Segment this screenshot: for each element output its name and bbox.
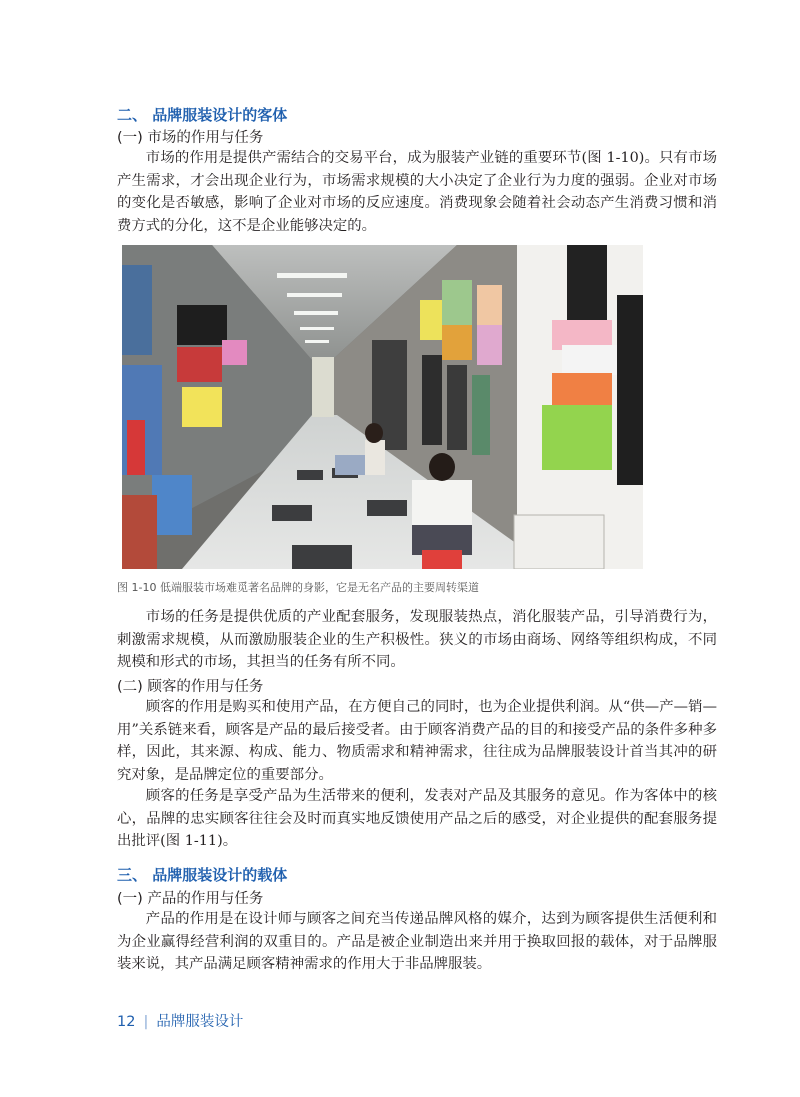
paragraph-text: 市场的任务是提供优质的产业配套服务，发现服装热点，消化服装产品，引导消费行为，刺激需求规模，从而激励服装企业的生产积极性。狭义的市场由商场、网络等组织构成，不同规模和形式的市场，其担当的任务有所不同。 [117, 609, 717, 670]
paragraph-market-task [117, 606, 717, 674]
subsection-market-heading: (一) 市场的作用与任务 [117, 130, 264, 146]
paragraph-customer-task [117, 785, 717, 853]
section-3-heading: 三、 品牌服装设计的载体 [117, 866, 288, 884]
subsection-customer-heading: (二) 顾客的作用与任务 [117, 679, 264, 695]
paragraph-market-role [117, 147, 717, 237]
footer-separator: | [143, 1014, 149, 1030]
paragraph-customer-role [117, 696, 717, 786]
page-footer [117, 1010, 243, 1031]
market-photo [122, 245, 643, 569]
paragraph-product-role [117, 908, 717, 976]
subsection-product-heading: (一) 产品的作用与任务 [117, 891, 264, 907]
figure-caption: 图 1-10 低端服装市场难觅著名品牌的身影，它是无名产品的主要周转渠道 [117, 581, 479, 594]
paragraph-text: 产品的作用是在设计师与顾客之间充当传递品牌风格的媒介，达到为顾客提供生活便利和为企业赢得经营利润的双重目的。产品是被企业制造出来并用于换取回报的载体，对于品牌服装来说，其产品满足顾客精神需求的作用大于非品牌服装。 [117, 911, 717, 972]
paragraph-text: 顾客的作用是购买和使用产品，在方便自己的同时，也为企业提供利润。从“供—产—销—用”关系链来看，顾客是产品的最后接受者。由于顾客消费产品的目的和接受产品的条件多种多样，因此，其来源、构成、能力、物质需求和精神需求，往往成为品牌服装设计首当其冲的研究对象，是品牌定位的重要部分。 [117, 699, 717, 783]
paragraph-text: 顾客的任务是享受产品为生活带来的便利，发表对产品及其服务的意见。作为客体中的核心，品牌的忠实顾客往往会及时而真实地反馈使用产品之后的感受，对企业提供的配套服务提出批评(图 1-11)。 [117, 788, 717, 849]
paragraph-text: 市场的作用是提供产需结合的交易平台，成为服装产业链的重要环节(图 1-10)。只有市场产生需求，才会出现企业行为，市场需求规模的大小决定了企业行为力度的强弱。企业对市场的变化是否敏感，影响了企业对市场的反应速度。消费现象会随着社会动态产生消费习惯和消费方式的分化，这不是企业能够决定的。 [117, 150, 717, 234]
book-title: 品牌服装设计 [156, 1014, 244, 1030]
section-2-heading: 二、 品牌服装设计的客体 [117, 106, 288, 124]
page-number: 12 [117, 1014, 136, 1030]
